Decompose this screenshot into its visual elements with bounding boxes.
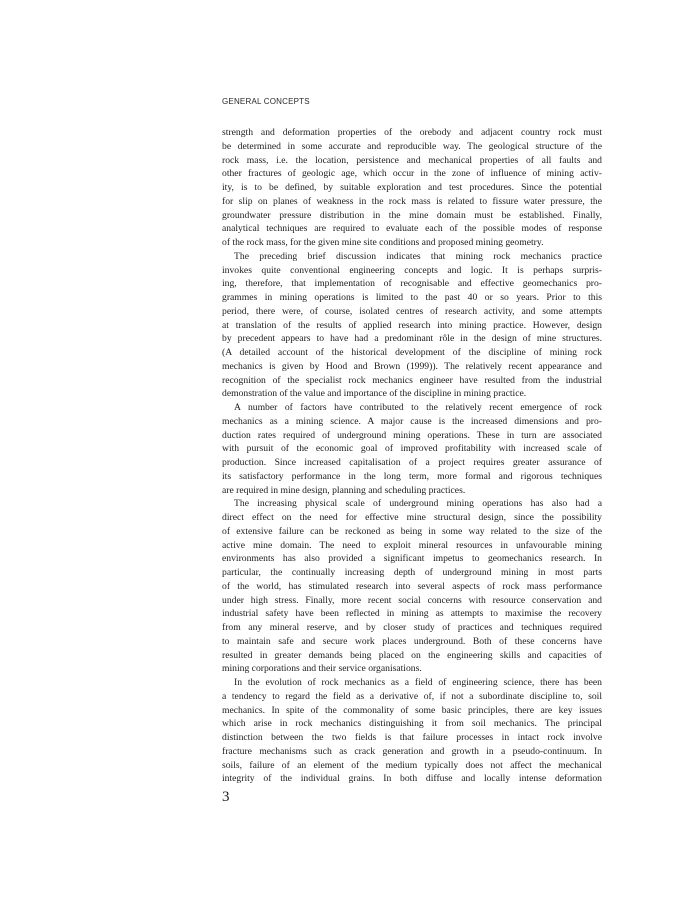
text-line: soils, failure of an element of the medium typically does not affect the mechanical — [222, 759, 602, 771]
text-line: industrial safety have been reflected in mining as attempts to maximise the recovery — [222, 608, 602, 620]
paragraph — [222, 250, 602, 401]
text-line: period, there were, of course, isolated centres of research activity, and some attempts — [222, 305, 602, 317]
text-line: production. Since increased capitalisation of a project requires greater assurance of — [222, 457, 602, 468]
text-line: recognition of the specialist rock mechanics engineer have resulted from the industrial — [222, 374, 602, 386]
text-line: other fractures of geologic age, which occur in the zone of influence of mining activ- — [222, 168, 602, 180]
text-line: strength and deformation properties of the orebody and adjacent country rock must — [222, 127, 602, 138]
text-line: demonstration of the value and importance of the discipline in mining practice. — [222, 388, 527, 400]
text-line: resulted in greater demands being placed on the engineering skills and capacities of — [222, 649, 602, 661]
text-line: at translation of the results of applied research into mining practice. However, design — [222, 319, 602, 331]
paragraph — [222, 676, 602, 786]
text-line: (A detailed account of the historical development of the discipline of mining rock — [222, 347, 602, 358]
text-line: are required in mine design, planning and scheduling practices. — [222, 484, 466, 496]
page-number: 3 — [222, 789, 230, 805]
text-line: analytical techniques are required to evaluate each of the possible modes of response — [222, 223, 602, 235]
text-line: grammes in mining operations is limited to the past 40 or so years. Prior to this — [222, 292, 602, 303]
text-line: a tendency to regard the field as a derivative of, if not a subordinate discipline to, soil — [222, 690, 602, 702]
text-line: The increasing physical scale of underground mining operations has also had a — [234, 498, 602, 510]
text-line: of the world, has stimulated research into several aspects of rock mass performance — [222, 580, 602, 592]
text-line: groundwater pressure distribution in the mine domain must be established. Finally, — [222, 209, 602, 221]
running-head: GENERAL CONCEPTS — [222, 97, 310, 106]
text-line: which arise in rock mechanics distinguishing it from soil mechanics. The principal — [222, 718, 602, 730]
text-line: active mine domain. The need to exploit mineral resources in unfavourable mining — [222, 539, 602, 551]
text-line: direct effect on the need for effective mine structural design, since the possibility — [222, 512, 602, 523]
text-line: A number of factors have contributed to the relatively recent emergence of rock — [234, 402, 602, 413]
text-line: ity, is to be defined, by suitable exploration and test procedures. Since the potential — [222, 182, 602, 193]
text-line: distinction between the two fields is that failure processes in intact rock involve — [222, 732, 602, 743]
text-line: ing, therefore, that implementation of recognisable and effective geomechanics pro- — [222, 278, 602, 290]
text-line: integrity of the individual grains. In both diffuse and locally intense deformation — [222, 773, 602, 785]
text-line: fracture mechanisms such as crack generation and growth in a pseudo-continuum. In — [222, 745, 602, 757]
text-line: mechanics. In spite of the commonality of some basic principles, there are key issues — [222, 704, 602, 716]
text-line: from any mineral reserve, and by closer study of practices and techniques required — [222, 622, 602, 633]
text-line: be determined in some accurate and reproducible way. The geological structure of the — [222, 140, 602, 152]
text-line: with pursuit of the economic goal of improved profitability with increased scale of — [222, 443, 602, 455]
text-line: invokes quite conventional engineering concepts and logic. It is perhaps surpris- — [222, 264, 602, 276]
text-line: of the rock mass, for the given mine site conditions and proposed mining geometry. — [222, 237, 544, 248]
text-line: its satisfactory performance in the long term, more formal and rigorous techniques — [222, 470, 602, 482]
paragraph — [222, 497, 602, 676]
text-line: for slip on planes of weakness in the rock mass is related to fissure water pressure, the — [222, 195, 602, 207]
text-line: environments has also provided a significant impetus to geomechanics research. In — [222, 553, 602, 565]
paragraph — [222, 401, 602, 497]
text-line: In the evolution of rock mechanics as a field of engineering science, there has been — [234, 677, 602, 688]
text-line: mechanics as a mining science. A major cause is the increased dimensions and pro- — [222, 415, 602, 427]
text-line: under high stress. Finally, more recent social concerns with resource conservation and — [222, 594, 602, 606]
text-line: of extensive failure can be reckoned as being in some way related to the size of the — [222, 525, 602, 537]
text-line: mining corporations and their service organisations. — [222, 663, 422, 675]
paragraph — [222, 126, 602, 250]
text-line: to maintain safe and secure work places underground. Both of these concerns have — [222, 635, 602, 647]
body-text — [222, 126, 602, 786]
text-line: duction rates required of underground mining operations. These in turn are associated — [222, 429, 602, 441]
text-line: mechanics is given by Hood and Brown (1999)). The relatively recent appearance and — [222, 360, 602, 372]
text-line: The preceding brief discussion indicates that mining rock mechanics practice — [234, 250, 602, 262]
text-line: rock mass, i.e. the location, persistence and mechanical properties of all faults and — [222, 154, 602, 166]
text-line: particular, the continually increasing depth of underground mining in most parts — [222, 567, 602, 578]
text-line: by precedent appears to have had a predominant rôle in the design of mine structures. — [222, 333, 602, 345]
